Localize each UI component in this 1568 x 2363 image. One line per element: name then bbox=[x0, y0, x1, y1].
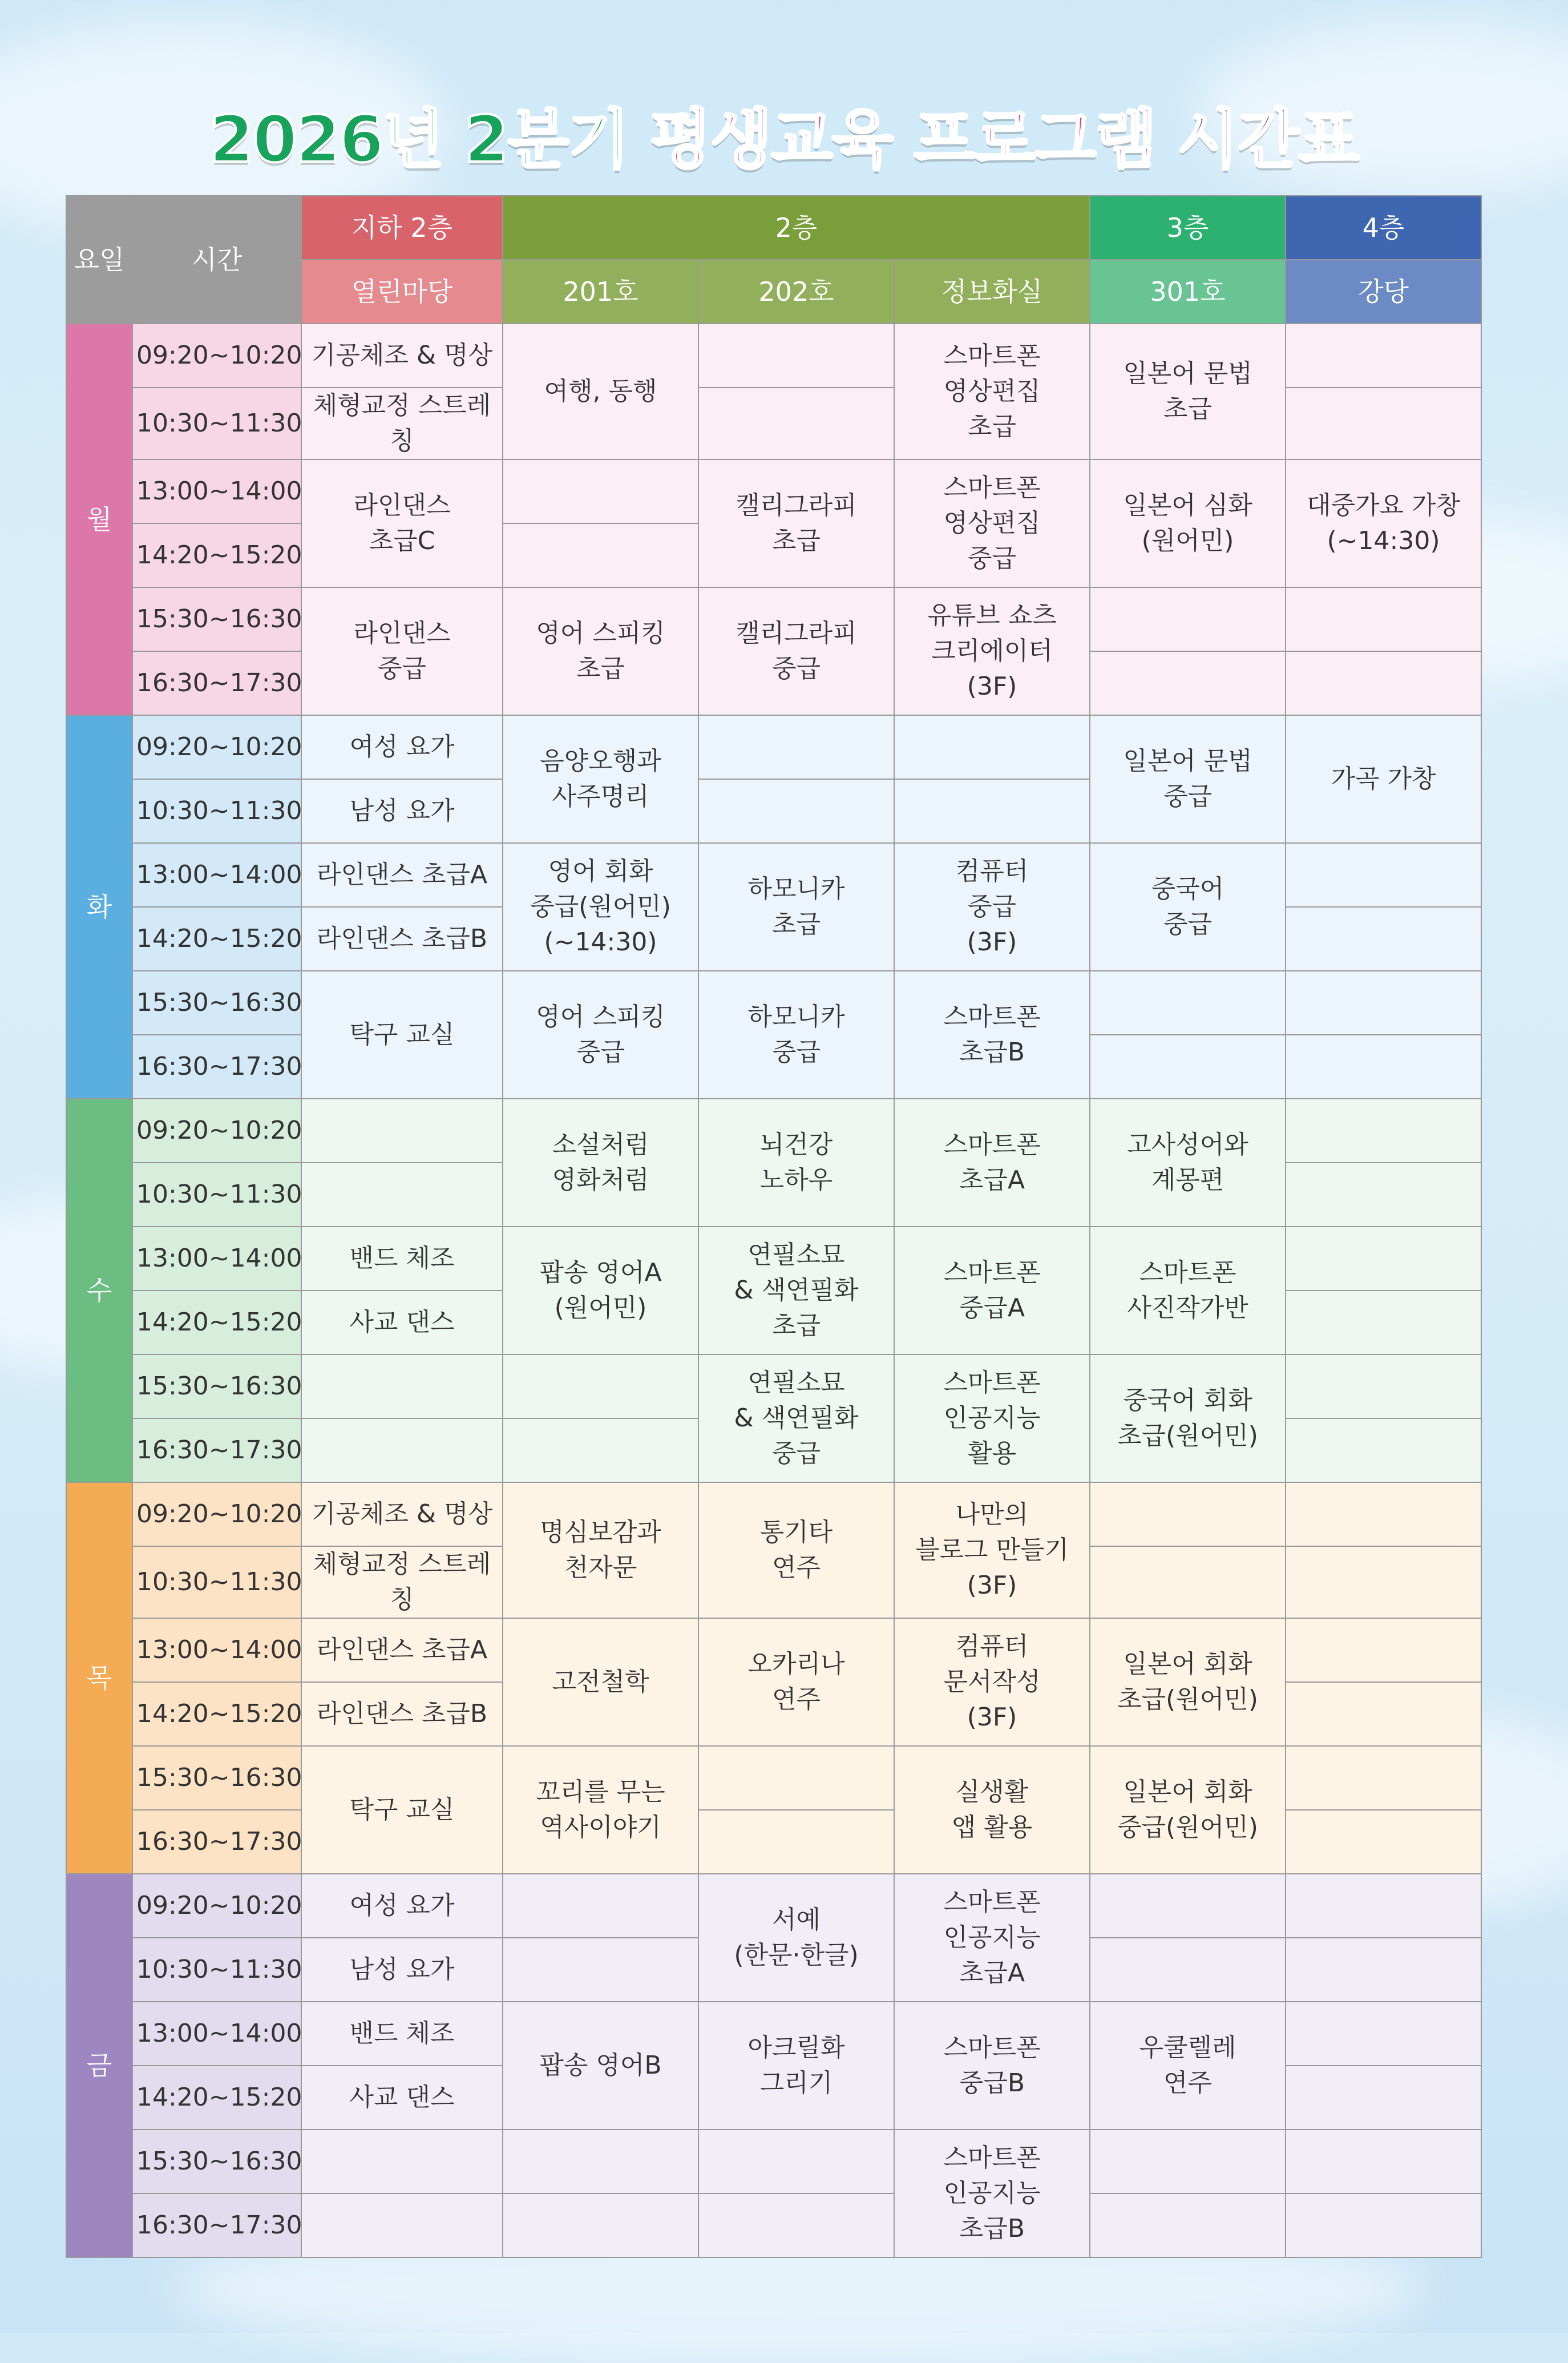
class-cell-r202 bbox=[698, 779, 894, 843]
class-cell-r201: 영어 스피킹 초급 bbox=[503, 587, 698, 715]
header-room-b2: 열린마당 bbox=[301, 260, 503, 324]
class-cell-r301 bbox=[1090, 1482, 1286, 1546]
class-cell-hall bbox=[1286, 1163, 1481, 1227]
class-cell-hall bbox=[1286, 2066, 1481, 2130]
class-cell-b2: 탁구 교실 bbox=[301, 1746, 503, 1874]
class-cell-r202: 서예 (한문·한글) bbox=[698, 1874, 894, 2002]
class-cell-hall bbox=[1286, 1227, 1481, 1291]
class-cell-r301: 중국어 회화 초급(원어민) bbox=[1090, 1354, 1286, 1482]
class-cell-info bbox=[894, 715, 1090, 779]
class-cell-r202: 뇌건강 노하우 bbox=[698, 1099, 894, 1227]
class-cell-info: 스마트폰 인공지능 활용 bbox=[894, 1354, 1090, 1482]
class-cell-b2 bbox=[301, 1099, 503, 1163]
class-cell-b2: 사교 댄스 bbox=[301, 1291, 503, 1354]
class-cell-r201: 여행, 동행 bbox=[503, 324, 698, 459]
class-cell-hall bbox=[1286, 324, 1481, 388]
time-slot: 13:00~14:00 bbox=[132, 2002, 301, 2066]
class-cell-info: 스마트폰 초급B bbox=[894, 971, 1090, 1099]
class-cell-hall bbox=[1286, 1810, 1481, 1874]
class-cell-r202 bbox=[698, 2130, 894, 2193]
class-cell-r201 bbox=[503, 1354, 698, 1418]
class-cell-r202: 연필소묘 & 색연필화 중급 bbox=[698, 1354, 894, 1482]
class-cell-hall bbox=[1286, 2130, 1481, 2193]
class-cell-b2: 체형교정 스트레칭 bbox=[301, 1546, 503, 1618]
class-cell-b2: 라인댄스 중급 bbox=[301, 587, 503, 715]
day-label: 목 bbox=[66, 1482, 132, 1874]
class-cell-r202 bbox=[698, 2193, 894, 2257]
header-room-202: 202호 bbox=[698, 260, 894, 324]
class-cell-info: 스마트폰 인공지능 초급B bbox=[894, 2130, 1090, 2257]
floor-header-row bbox=[66, 196, 1481, 260]
class-cell-hall bbox=[1286, 1418, 1481, 1482]
class-cell-r301 bbox=[1090, 2130, 1286, 2193]
class-cell-b2: 기공체조 & 명상 bbox=[301, 324, 503, 388]
time-slot: 09:20~10:20 bbox=[132, 1099, 301, 1163]
time-slot: 14:20~15:20 bbox=[132, 907, 301, 971]
class-cell-b2: 기공체조 & 명상 bbox=[301, 1482, 503, 1546]
class-cell-info: 유튜브 쇼츠 크리에이터 (3F) bbox=[894, 587, 1090, 715]
class-cell-b2 bbox=[301, 2193, 503, 2257]
class-cell-r202: 아크릴화 그리기 bbox=[698, 2002, 894, 2130]
table-row bbox=[66, 2130, 1481, 2193]
class-cell-hall bbox=[1286, 2002, 1481, 2066]
time-slot: 10:30~11:30 bbox=[132, 779, 301, 843]
time-slot: 14:20~15:20 bbox=[132, 2066, 301, 2130]
class-cell-r201 bbox=[503, 1874, 698, 1938]
class-cell-r301: 일본어 회화 중급(원어민) bbox=[1090, 1746, 1286, 1874]
class-cell-r301 bbox=[1090, 1938, 1286, 2002]
class-cell-r202 bbox=[698, 388, 894, 459]
class-cell-r201: 고전철학 bbox=[503, 1618, 698, 1746]
table-row bbox=[66, 1618, 1481, 1682]
class-cell-r201: 꼬리를 무는 역사이야기 bbox=[503, 1746, 698, 1874]
class-cell-r202: 하모니카 초급 bbox=[698, 843, 894, 971]
class-cell-hall bbox=[1286, 1035, 1481, 1099]
day-label: 화 bbox=[66, 715, 132, 1099]
time-slot: 16:30~17:30 bbox=[132, 651, 301, 715]
class-cell-hall bbox=[1286, 1938, 1481, 2002]
class-cell-hall bbox=[1286, 1099, 1481, 1163]
class-cell-info: 스마트폰 초급A bbox=[894, 1099, 1090, 1227]
class-cell-b2 bbox=[301, 1163, 503, 1227]
table-row bbox=[66, 971, 1481, 1035]
class-cell-b2: 밴드 체조 bbox=[301, 2002, 503, 2066]
class-cell-info: 스마트폰 중급B bbox=[894, 2002, 1090, 2130]
class-cell-b2: 체형교정 스트레칭 bbox=[301, 388, 503, 459]
class-cell-r301 bbox=[1090, 1546, 1286, 1618]
class-cell-info bbox=[894, 779, 1090, 843]
time-slot: 16:30~17:30 bbox=[132, 1810, 301, 1874]
class-cell-r202: 통기타 연주 bbox=[698, 1482, 894, 1618]
class-cell-hall bbox=[1286, 388, 1481, 459]
class-cell-r201: 팝송 영어A (원어민) bbox=[503, 1227, 698, 1354]
class-cell-b2: 여성 요가 bbox=[301, 1874, 503, 1938]
class-cell-b2 bbox=[301, 2130, 503, 2193]
class-cell-info: 스마트폰 중급A bbox=[894, 1227, 1090, 1354]
title-program: 평생교육 프로그램 bbox=[650, 103, 1177, 177]
day-label: 금 bbox=[66, 1874, 132, 2257]
class-cell-b2: 탁구 교실 bbox=[301, 971, 503, 1099]
title-year: 2026년 2분기 bbox=[209, 103, 650, 177]
class-cell-info: 스마트폰 영상편집 초급 bbox=[894, 324, 1090, 459]
time-slot: 09:20~10:20 bbox=[132, 715, 301, 779]
class-cell-r201: 영어 회화 중급(원어민) (~14:30) bbox=[503, 843, 698, 971]
class-cell-b2: 밴드 체조 bbox=[301, 1227, 503, 1291]
time-slot: 10:30~11:30 bbox=[132, 1546, 301, 1618]
class-cell-r301 bbox=[1090, 1035, 1286, 1099]
class-cell-hall bbox=[1286, 907, 1481, 971]
time-slot: 10:30~11:30 bbox=[132, 1163, 301, 1227]
time-slot: 16:30~17:30 bbox=[132, 1418, 301, 1482]
table-row bbox=[66, 1482, 1481, 1546]
class-cell-r201 bbox=[503, 2193, 698, 2257]
class-cell-r202 bbox=[698, 324, 894, 388]
class-cell-b2: 남성 요가 bbox=[301, 779, 503, 843]
class-cell-r202: 하모니카 중급 bbox=[698, 971, 894, 1099]
header-time: 시간 bbox=[132, 196, 301, 324]
time-slot: 14:20~15:20 bbox=[132, 523, 301, 587]
class-cell-r301: 고사성어와 계몽편 bbox=[1090, 1099, 1286, 1227]
time-slot: 15:30~16:30 bbox=[132, 587, 301, 651]
class-cell-r201 bbox=[503, 2130, 698, 2193]
header-room-hall: 강당 bbox=[1286, 260, 1481, 324]
class-cell-b2: 라인댄스 초급A bbox=[301, 1618, 503, 1682]
class-cell-r301 bbox=[1090, 651, 1286, 715]
class-cell-hall bbox=[1286, 971, 1481, 1035]
class-cell-hall bbox=[1286, 1874, 1481, 1938]
class-cell-b2: 라인댄스 초급C bbox=[301, 459, 503, 587]
table-row bbox=[66, 2002, 1481, 2066]
class-cell-hall bbox=[1286, 1354, 1481, 1418]
time-slot: 16:30~17:30 bbox=[132, 1035, 301, 1099]
class-cell-info: 컴퓨터 중급 (3F) bbox=[894, 843, 1090, 971]
class-cell-r201 bbox=[503, 523, 698, 587]
class-cell-r202: 캘리그라피 초급 bbox=[698, 459, 894, 587]
table-row bbox=[66, 1227, 1481, 1291]
time-slot: 10:30~11:30 bbox=[132, 1938, 301, 2002]
class-cell-r301: 일본어 문법 중급 bbox=[1090, 715, 1286, 843]
class-cell-b2: 라인댄스 초급B bbox=[301, 1682, 503, 1746]
time-slot: 13:00~14:00 bbox=[132, 459, 301, 523]
class-cell-r202 bbox=[698, 1810, 894, 1874]
class-cell-r301: 우쿨렐레 연주 bbox=[1090, 2002, 1286, 2130]
time-slot: 09:20~10:20 bbox=[132, 324, 301, 388]
table-row bbox=[66, 715, 1481, 779]
class-cell-hall: 대중가요 가창 (~14:30) bbox=[1286, 459, 1481, 587]
header-room-301: 301호 bbox=[1090, 260, 1286, 324]
title-timetable: 시간표 bbox=[1177, 103, 1359, 177]
class-cell-hall: 가곡 가창 bbox=[1286, 715, 1481, 843]
header-room-201: 201호 bbox=[503, 260, 698, 324]
class-cell-b2: 라인댄스 초급A bbox=[301, 843, 503, 907]
time-slot: 16:30~17:30 bbox=[132, 2193, 301, 2257]
time-slot: 09:20~10:20 bbox=[132, 1482, 301, 1546]
class-cell-b2 bbox=[301, 1354, 503, 1418]
time-slot: 15:30~16:30 bbox=[132, 2130, 301, 2193]
class-cell-r202: 오카리나 연주 bbox=[698, 1618, 894, 1746]
class-cell-info: 나만의 블로그 만들기 (3F) bbox=[894, 1482, 1090, 1618]
class-cell-b2 bbox=[301, 1418, 503, 1482]
class-cell-r301 bbox=[1090, 1874, 1286, 1938]
time-slot: 10:30~11:30 bbox=[132, 388, 301, 459]
class-cell-b2: 라인댄스 초급B bbox=[301, 907, 503, 971]
class-cell-r301 bbox=[1090, 587, 1286, 651]
table-row bbox=[66, 1874, 1481, 1938]
class-cell-r201: 음양오행과 사주명리 bbox=[503, 715, 698, 843]
time-slot: 15:30~16:30 bbox=[132, 971, 301, 1035]
timetable bbox=[66, 195, 1482, 2258]
time-slot: 15:30~16:30 bbox=[132, 1354, 301, 1418]
class-cell-hall bbox=[1286, 1291, 1481, 1354]
class-cell-r301: 일본어 심화 (원어민) bbox=[1090, 459, 1286, 587]
class-cell-hall bbox=[1286, 1682, 1481, 1746]
header-floor-4: 4층 bbox=[1286, 196, 1481, 260]
class-cell-r201: 명심보감과 천자문 bbox=[503, 1482, 698, 1618]
class-cell-r301: 스마트폰 사진작가반 bbox=[1090, 1227, 1286, 1354]
time-slot: 13:00~14:00 bbox=[132, 843, 301, 907]
table-row bbox=[66, 1746, 1481, 1810]
class-cell-b2: 남성 요가 bbox=[301, 1938, 503, 2002]
class-cell-r202: 연필소묘 & 색연필화 초급 bbox=[698, 1227, 894, 1354]
header-floor-3: 3층 bbox=[1090, 196, 1286, 260]
class-cell-r201 bbox=[503, 1938, 698, 2002]
day-label: 수 bbox=[66, 1099, 132, 1482]
class-cell-hall bbox=[1286, 1618, 1481, 1682]
table-row bbox=[66, 2193, 1481, 2257]
class-cell-hall bbox=[1286, 2193, 1481, 2257]
time-slot: 14:20~15:20 bbox=[132, 1291, 301, 1354]
table-row bbox=[66, 843, 1481, 907]
table-row bbox=[66, 459, 1481, 523]
class-cell-hall bbox=[1286, 651, 1481, 715]
class-cell-r301 bbox=[1090, 2193, 1286, 2257]
class-cell-r202 bbox=[698, 1746, 894, 1810]
class-cell-r201: 소설처럼 영화처럼 bbox=[503, 1099, 698, 1227]
time-slot: 13:00~14:00 bbox=[132, 1618, 301, 1682]
class-cell-info: 실생활 앱 활용 bbox=[894, 1746, 1090, 1874]
class-cell-r201 bbox=[503, 459, 698, 523]
class-cell-r201 bbox=[503, 1418, 698, 1482]
class-cell-r301: 중국어 중급 bbox=[1090, 843, 1286, 971]
class-cell-info: 스마트폰 영상편집 중급 bbox=[894, 459, 1090, 587]
class-cell-b2: 여성 요가 bbox=[301, 715, 503, 779]
table-row bbox=[66, 587, 1481, 651]
time-slot: 13:00~14:00 bbox=[132, 1227, 301, 1291]
class-cell-b2: 사교 댄스 bbox=[301, 2066, 503, 2130]
table-row bbox=[66, 1354, 1481, 1418]
class-cell-r301: 일본어 문법 초급 bbox=[1090, 324, 1286, 459]
header-day: 요일 bbox=[66, 196, 132, 324]
time-slot: 14:20~15:20 bbox=[132, 1682, 301, 1746]
header-room-info: 정보화실 bbox=[894, 260, 1090, 324]
class-cell-r202: 캘리그라피 중급 bbox=[698, 587, 894, 715]
day-label: 월 bbox=[66, 324, 132, 715]
time-slot: 15:30~16:30 bbox=[132, 1746, 301, 1810]
header-floor-b2: 지하 2층 bbox=[301, 196, 503, 260]
class-cell-r201: 팝송 영어B bbox=[503, 2002, 698, 2130]
class-cell-hall bbox=[1286, 1546, 1481, 1618]
class-cell-hall bbox=[1286, 587, 1481, 651]
class-cell-info: 스마트폰 인공지능 초급A bbox=[894, 1874, 1090, 2002]
table-row bbox=[66, 324, 1481, 388]
header-floor-2: 2층 bbox=[503, 196, 1090, 260]
class-cell-r202 bbox=[698, 715, 894, 779]
table-row bbox=[66, 1099, 1481, 1163]
time-slot: 09:20~10:20 bbox=[132, 1874, 301, 1938]
page-title bbox=[0, 94, 1568, 186]
class-cell-r301: 일본어 회화 초급(원어민) bbox=[1090, 1618, 1286, 1746]
class-cell-hall bbox=[1286, 1482, 1481, 1546]
class-cell-r301 bbox=[1090, 971, 1286, 1035]
class-cell-hall bbox=[1286, 843, 1481, 907]
class-cell-info: 컴퓨터 문서작성 (3F) bbox=[894, 1618, 1090, 1746]
class-cell-r201: 영어 스피킹 중급 bbox=[503, 971, 698, 1099]
class-cell-hall bbox=[1286, 1746, 1481, 1810]
